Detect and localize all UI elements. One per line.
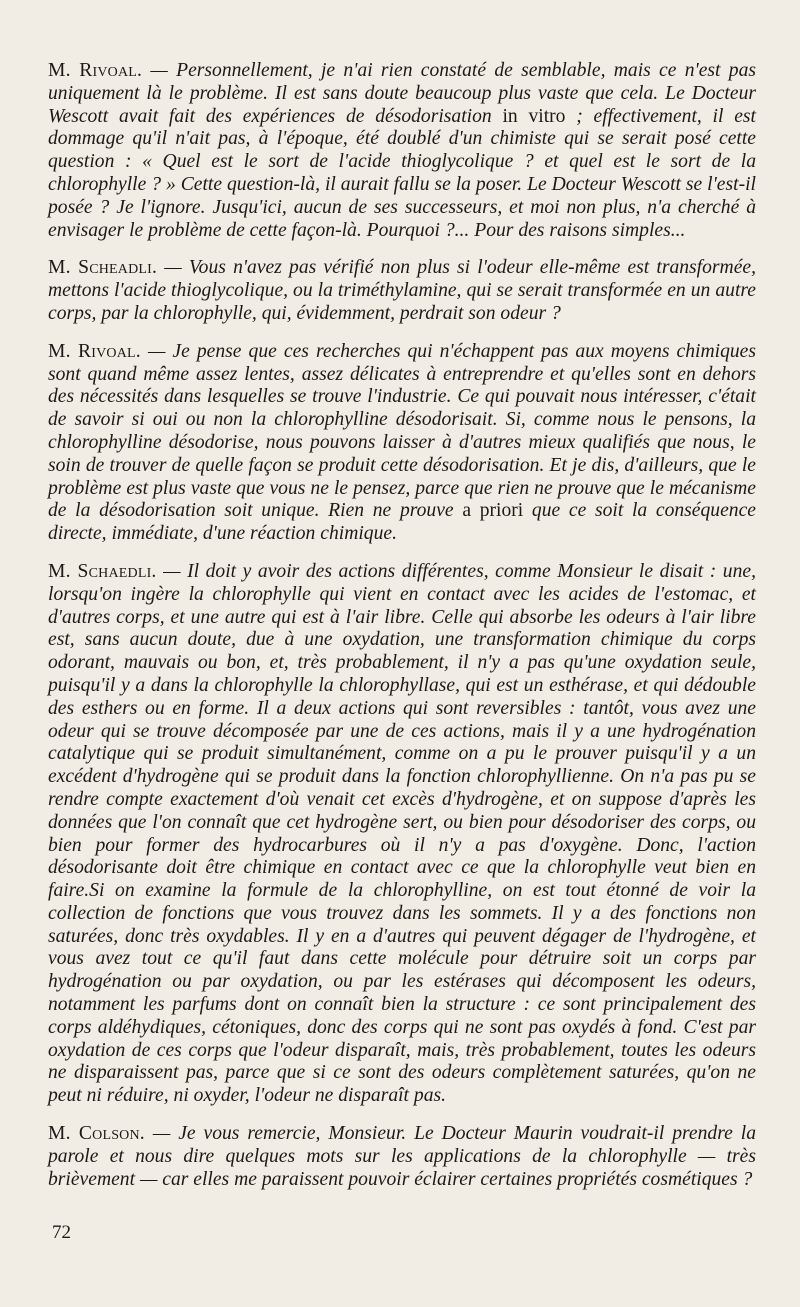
speech-text: — Je vous remercie, Monsieur. Le Docteur Maurin voudrait-il prendre la parole et nous dire quelques mots sur les applications de la chlorophylle — très brièvement — car elles me paraissent pouvoir éclairer certaines propriétés cosmétiques ? [48, 1123, 756, 1190]
speech-text: — Je pense que ces recherches qui n'échappent pas aux moyens chimiques sont quand même assez lentes, assez délicates à entreprendre et qu'elles sont en dehors des nécessités dans lesquelles se trouve l'industrie. Ce qui pouvait nous intéresser, c'était de savoir si oui ou non la chlorophylline désodorisait. Si, comme nous le pensons, la chlorophylline désodorise, nous pouvons laisser à d'autres mieux qualifiés que nous, le soin de trouver de quelle façon se produit cette désodorisation. Et je dis, d'ailleurs, que le problème est plus vaste que vous ne le pensez, parce que rien ne prouve que le mécanisme de la désodorisation soit unique. Rien ne prouve [48, 340, 756, 522]
page-number: 72 [52, 1222, 71, 1243]
speaker-name: M. Rivoal. [48, 340, 141, 362]
dialogue-paragraph [48, 561, 756, 1108]
body-text [48, 60, 756, 1206]
dialogue-paragraph [48, 341, 756, 546]
speech-text: — Vous n'avez pas vérifié non plus si l'odeur elle-même est transformée, mettons l'acide thioglycolique, ou la triméthylamine, qui se serait transformée en un autre corps, par la chlorophylle, qui, évidemment, perdrait son odeur ? [48, 257, 756, 324]
speech-text: — Il doit y avoir des actions différentes, comme Monsieur le disait : une, lorsqu'on ingère la chlorophylle qui vient en contact avec les acides de l'estomac, et d'autres corps, et une autre qui est à l'air libre. Celle qui absorbe les odeurs à l'air libre est, sans aucun doute, due à une oxydation, une transformation chimique du corps odorant, mauvais ou bon, et, très probablement, il n'y a pas qu'une oxydation seule, puisqu'il y a dans la chlorophylle la chlorophyllase, qui est un esthérase, et qui dédouble des esthers ou en forme. Il a deux actions qui sont reversibles : tantôt, vous avez une odeur qui se trouve décomposée par une de ces actions, mais il y a une hydrogénation catalytique qui se produit simultanément, comme on a pu le prouver puisqu'il y a un excédent d'hydrogène qui se produit dans la fonction chlorophyllienne. On n'a pas pu se rendre compte exactement d'où venait cet excès d'hydrogène, et on suppose d'après les données que l'on connaît que cet hydrogène sert, ou bien pour désodoriser des corps, ou bien pour former des hydrocarbures où il n'y a pas d'oxygène. Donc, l'action désodorisante doit être chimique en contact avec ce que la chlorophylle veut bien en faire.Si on examine la formule de la chlorophylline, on est tout étonné de voir la collection de fonctions que vous trouvez dans les sommets. Il y a des fonctions non saturées, donc très oxydables. Il y en a d'autres qui peuvent dégager de l'hydrogène, et vous avez tout ce qu'il faut dans cette molécule pour détruire soit un corps par hydrogénation ou par oxydation, ou par les estérases qui décomposent les odeurs, notamment les parfums dont on connaît bien la structure : ce sont principalement des corps aldéhydiques, cétoniques, donc des corps qui ne sont pas oxydés à fond. C'est par oxydation de ces corps que l'odeur disparaît, mais, très probablement, toutes les odeurs ne disparaissent pas, parce que si ce sont des odeurs complètement saturées, qu'on ne peut ni réduire, ni oxyder, l'odeur ne disparaît pas. [48, 560, 756, 1107]
speech-text: ; effectivement, il est dommage qu'il n'ait pas, à l'époque, été doublé d'un chimiste qui se serait posé cette question : « Quel est le sort de l'acide thioglycolique ? et quel est le sort de la chlorophylle ? » Cette question-là, il aurait fallu se la poser. Le Docteur Wescott se l'est-il posée ? Je l'ignore. Jusqu'ici, aucun de ses successeurs, et moi non plus, n'a cherché à envisager le problème de cette façon-là. Pourquoi ?... Pour des raisons simples... [48, 105, 756, 241]
speaker-name: M. Colson. [48, 1123, 145, 1145]
dialogue-paragraph [48, 60, 756, 242]
speaker-name: M. Schaedli. [48, 560, 157, 582]
latin-term: a priori [462, 500, 524, 522]
speaker-name: M. Rivoal. [48, 60, 143, 81]
speaker-name: M. Scheadli. [48, 257, 158, 279]
latin-term: in vitro [502, 105, 566, 127]
dialogue-paragraph [48, 1123, 756, 1191]
speech-text: — Personnellement, je n'ai rien constaté de semblable, mais ce n'est pas uniquement là le problème. Il est sans doute beaucoup plus vaste que cela. Le Docteur Wescott avait fait des expériences de désodorisation [48, 60, 756, 127]
speech-text: que ce soit la conséquence directe, immédiate, d'une réaction chimique. [48, 500, 756, 545]
dialogue-paragraph [48, 257, 756, 325]
